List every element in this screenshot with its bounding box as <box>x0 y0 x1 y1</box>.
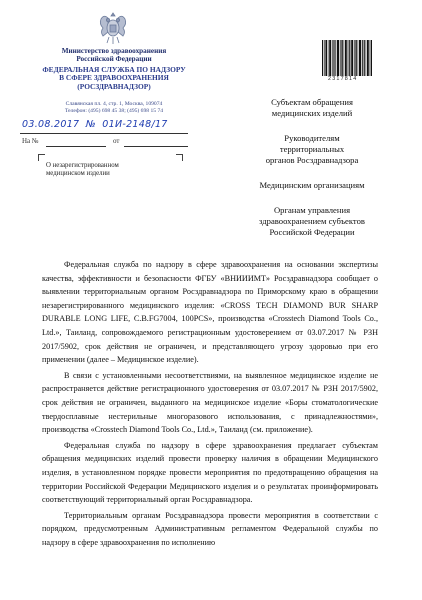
paragraph-3: Федеральная служба по надзору в сфере здравоохранения предлагает субъектам обращения медицинских изделий провести проверку наличия в обращении Медицинского изделия, в установленном порядке провести мероприятия по предотвращению обращения на территории Российской Федерации Медицинского изделия и о результатах проинформировать соответствующий территориальный орган Росздравнадзора. <box>42 440 378 505</box>
paragraph-2: В связи с установленными несоответствиями, на выявленное медицинское изделие не распространяется действие регистрационного удостоверения от 03.07.2017 № РЗН 2017/5902, срок действия не ограничен, выданного на медицинское изделие «Боры стоматологические твердосплавные нестерильные многоразового использования, с принадлежностями», производства «Crosstech Diamond Tools Co., Ltd.», Таиланд (см. приложение). <box>42 370 378 435</box>
addressee-1-line-2: медицинских изделий <box>271 107 353 118</box>
letter-subject <box>46 162 186 179</box>
service-name <box>36 66 192 91</box>
addressee-2-line-1: Руководителям <box>284 133 340 143</box>
reply-date-label <box>113 137 119 145</box>
service-line-3: (РОСЗДРАВНАДЗОР) <box>77 81 151 91</box>
outgoing-reference <box>22 119 168 130</box>
subject-bracket-left <box>38 154 45 161</box>
barcode-number: 2317814 <box>328 76 358 82</box>
addressee-1-line-1: Субъектам обращения <box>271 97 353 107</box>
barcode-image <box>322 40 372 76</box>
addressee-4-line-2: здравоохранением субъектов <box>259 215 365 226</box>
ministry-name <box>44 47 184 63</box>
subject-bracket-right <box>176 154 183 161</box>
ministry-line-2: Российской Федерации <box>76 55 152 64</box>
reply-date-line <box>124 146 188 147</box>
service-line-1: ФЕДЕРАЛЬНАЯ СЛУЖБА ПО НАДЗОРУ <box>42 65 186 74</box>
addressee-2-line-3: органов Росздравнадзора <box>265 154 359 165</box>
reply-number-line <box>46 146 106 147</box>
subject-line-1: О незарегистрированном <box>46 162 119 169</box>
addressee-2-line-2: территориальных <box>279 143 345 154</box>
addressee-block-4 <box>222 205 402 237</box>
subject-line-2: медицинском изделии <box>46 170 110 178</box>
ot-label: от <box>113 137 120 145</box>
outgoing-date: 03.08.2017 <box>22 119 80 130</box>
addressee-block-1 <box>222 97 402 119</box>
na-label: На № <box>22 137 39 145</box>
outgoing-number: 01И-2148/17 <box>102 119 168 130</box>
addressee-4-line-3: Российской Федерации <box>269 226 355 237</box>
ministry-line-1: Министерство здравоохранения <box>61 47 167 55</box>
paragraph-1: Федеральная служба по надзору в сфере здравоохранения на основании экспертизы качества, эффективности и безопасности ФГБУ «ВНИИИМТ» Росздравнадзора сообщает о выявлении территориальным органом Росздравнадзора по Приморскому краю в обращении незарегистрированного медицинского изделия: «CROSS TECH DIAMOND BUR SHARP DURABLE LONG LIFE, C.B.FG7004, 100PCS», производства «Crosstech Diamond Tools Co., Ltd.», Таиланд, сопровождаемого регистрационным удостоверением от 03.07.2017 № РЗН 2017/5902, срок действия не ограничен, и представляющего угрозу здоровью при его применении (далее – Медицинское изделие). <box>42 260 378 365</box>
outgoing-underline <box>20 133 188 134</box>
addressee-3-line-1: Медицинским организациям <box>259 180 365 190</box>
address-line-2: Телефон: (495) 698 45 38; (495) 698 15 74 <box>64 108 164 115</box>
address-line-1: Славянская пл. 4, стр. 1, Москва, 109074 <box>65 101 163 107</box>
letter-body <box>42 258 378 549</box>
coat-of-arms-emblem <box>96 10 130 46</box>
service-address <box>44 101 184 116</box>
addressee-block-2 <box>222 133 402 165</box>
service-line-2: В СФЕРЕ ЗДРАВООХРАНЕНИЯ <box>59 73 169 83</box>
addressee-4-line-1: Органам управления <box>273 205 351 215</box>
addressee-block-3 <box>222 180 402 191</box>
reply-to-label <box>22 137 39 145</box>
paragraph-4: Территориальным органам Росздравнадзора провести мероприятия в соответствии с порядком, предусмотренным Административным регламентом Федеральной службы по надзору в сфере здравоохранения по исполнению <box>42 510 378 547</box>
outgoing-number-label: № <box>85 119 96 130</box>
